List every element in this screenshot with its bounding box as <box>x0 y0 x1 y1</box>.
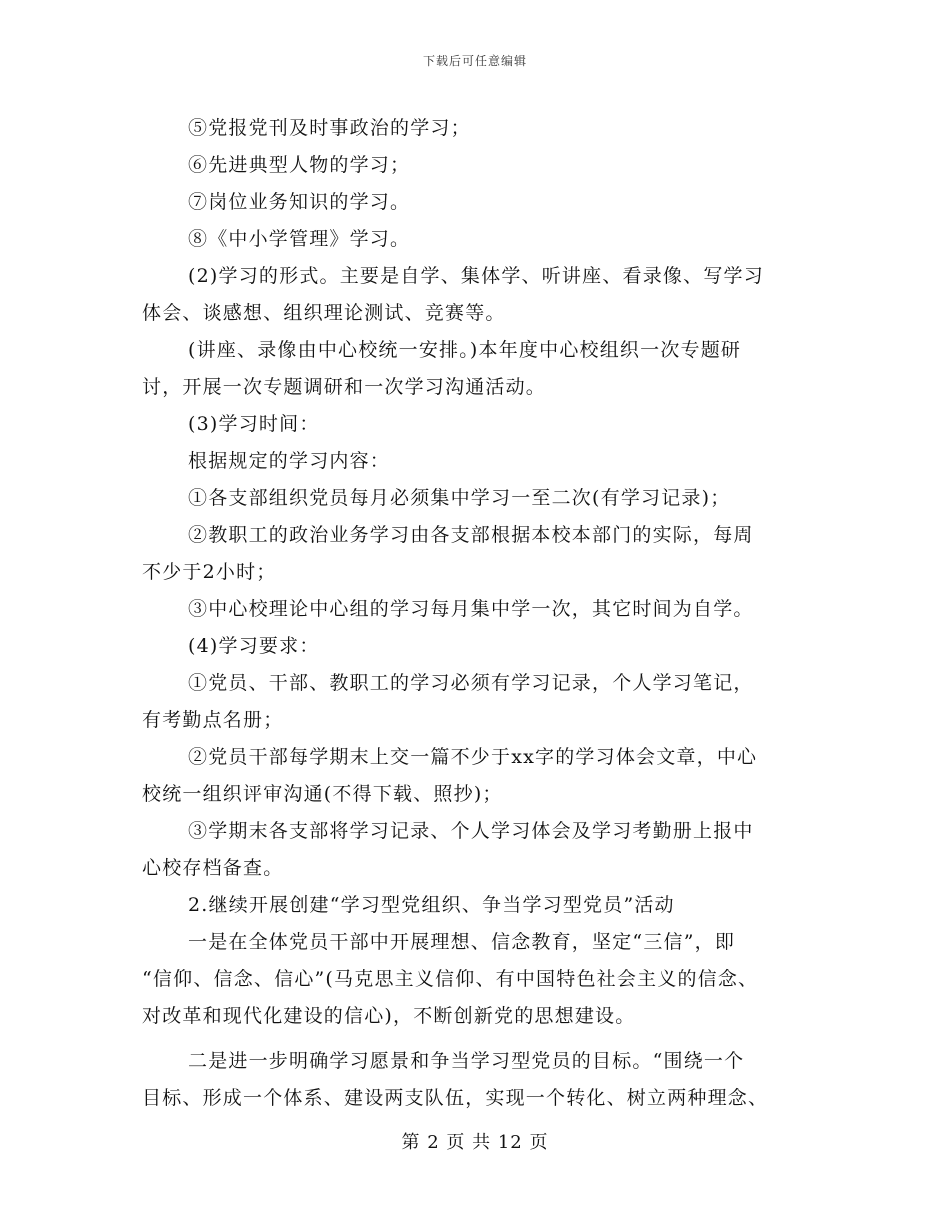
paragraph-line: 对改革和现代化建设的信心)，不断创新党的思想建设。 <box>142 1005 636 1027</box>
paragraph-line: 校统一组织评审沟通(不得下载、照抄)； <box>142 783 503 805</box>
paragraph-line: ③中心校理论中心组的学习每月集中学一次，其它时间为自学。 <box>188 598 754 620</box>
paragraph-line: ⑤党报党刊及时事政治的学习； <box>188 117 471 139</box>
paragraph-line: ①各支部组织党员每月必须集中学习一至二次(有学习记录)； <box>188 487 731 509</box>
paragraph-line: 讨，开展一次专题调研和一次学习沟通活动。 <box>142 376 547 398</box>
paragraph-line: (4)学习要求： <box>188 635 320 657</box>
paragraph-line: ②教职工的政治业务学习由各支部根据本校本部门的实际，每周 <box>188 524 754 546</box>
paragraph-line: ③学期末各支部将学习记录、个人学习体会及学习考勤册上报中 <box>188 820 754 842</box>
paragraph-line: 不少于2小时； <box>142 561 277 583</box>
paragraph-line: ②党员干部每学期末上交一篇不少于xx字的学习体会文章，中心 <box>188 746 758 768</box>
document-body <box>142 110 812 1117</box>
page-header-note: 下载后可任意编辑 <box>422 54 527 68</box>
paragraph-line: 二是进一步明确学习愿景和争当学习型党员的目标。“围绕一个 <box>188 1050 745 1072</box>
paragraph-line: (讲座、录像由中心校统一安排。)本年度中心校组织一次专题研 <box>188 339 742 361</box>
paragraph-line: ⑥先进典型人物的学习； <box>188 154 411 176</box>
paragraph-line: ①党员、干部、教职工的学习必须有学习记录，个人学习笔记， <box>188 672 754 694</box>
paragraph-line: 有考勤点名册； <box>142 709 284 731</box>
paragraph-line: 心校存档备查。 <box>142 857 284 879</box>
section-heading: 2.继续开展创建“学习型党组织、争当学习型党员”活动 <box>188 894 675 916</box>
paragraph-line: ⑧《中小学管理》学习。 <box>188 228 411 250</box>
paragraph-line: (3)学习时间： <box>188 413 320 435</box>
paragraph-line: 一是在全体党员干部中开展理想、信念教育，坚定“三信”，即 <box>188 931 736 953</box>
paragraph-line: (2)学习的形式。主要是自学、集体学、听讲座、看录像、写学习 <box>188 265 764 287</box>
paragraph-line: 目标、形成一个体系、建设两支队伍，实现一个转化、树立两种理念、 <box>142 1087 769 1109</box>
paragraph-line: 体会、谈感想、组织理论测试、竞赛等。 <box>142 302 506 324</box>
paragraph-line: ⑦岗位业务知识的学习。 <box>188 191 411 213</box>
paragraph-line: “信仰、信念、信心”(马克思主义信仰、有中国特色社会主义的信念、 <box>142 968 759 990</box>
paragraph-line: 根据规定的学习内容： <box>188 450 391 472</box>
page-number-footer: 第 2 页 共 12 页 <box>401 1132 549 1153</box>
